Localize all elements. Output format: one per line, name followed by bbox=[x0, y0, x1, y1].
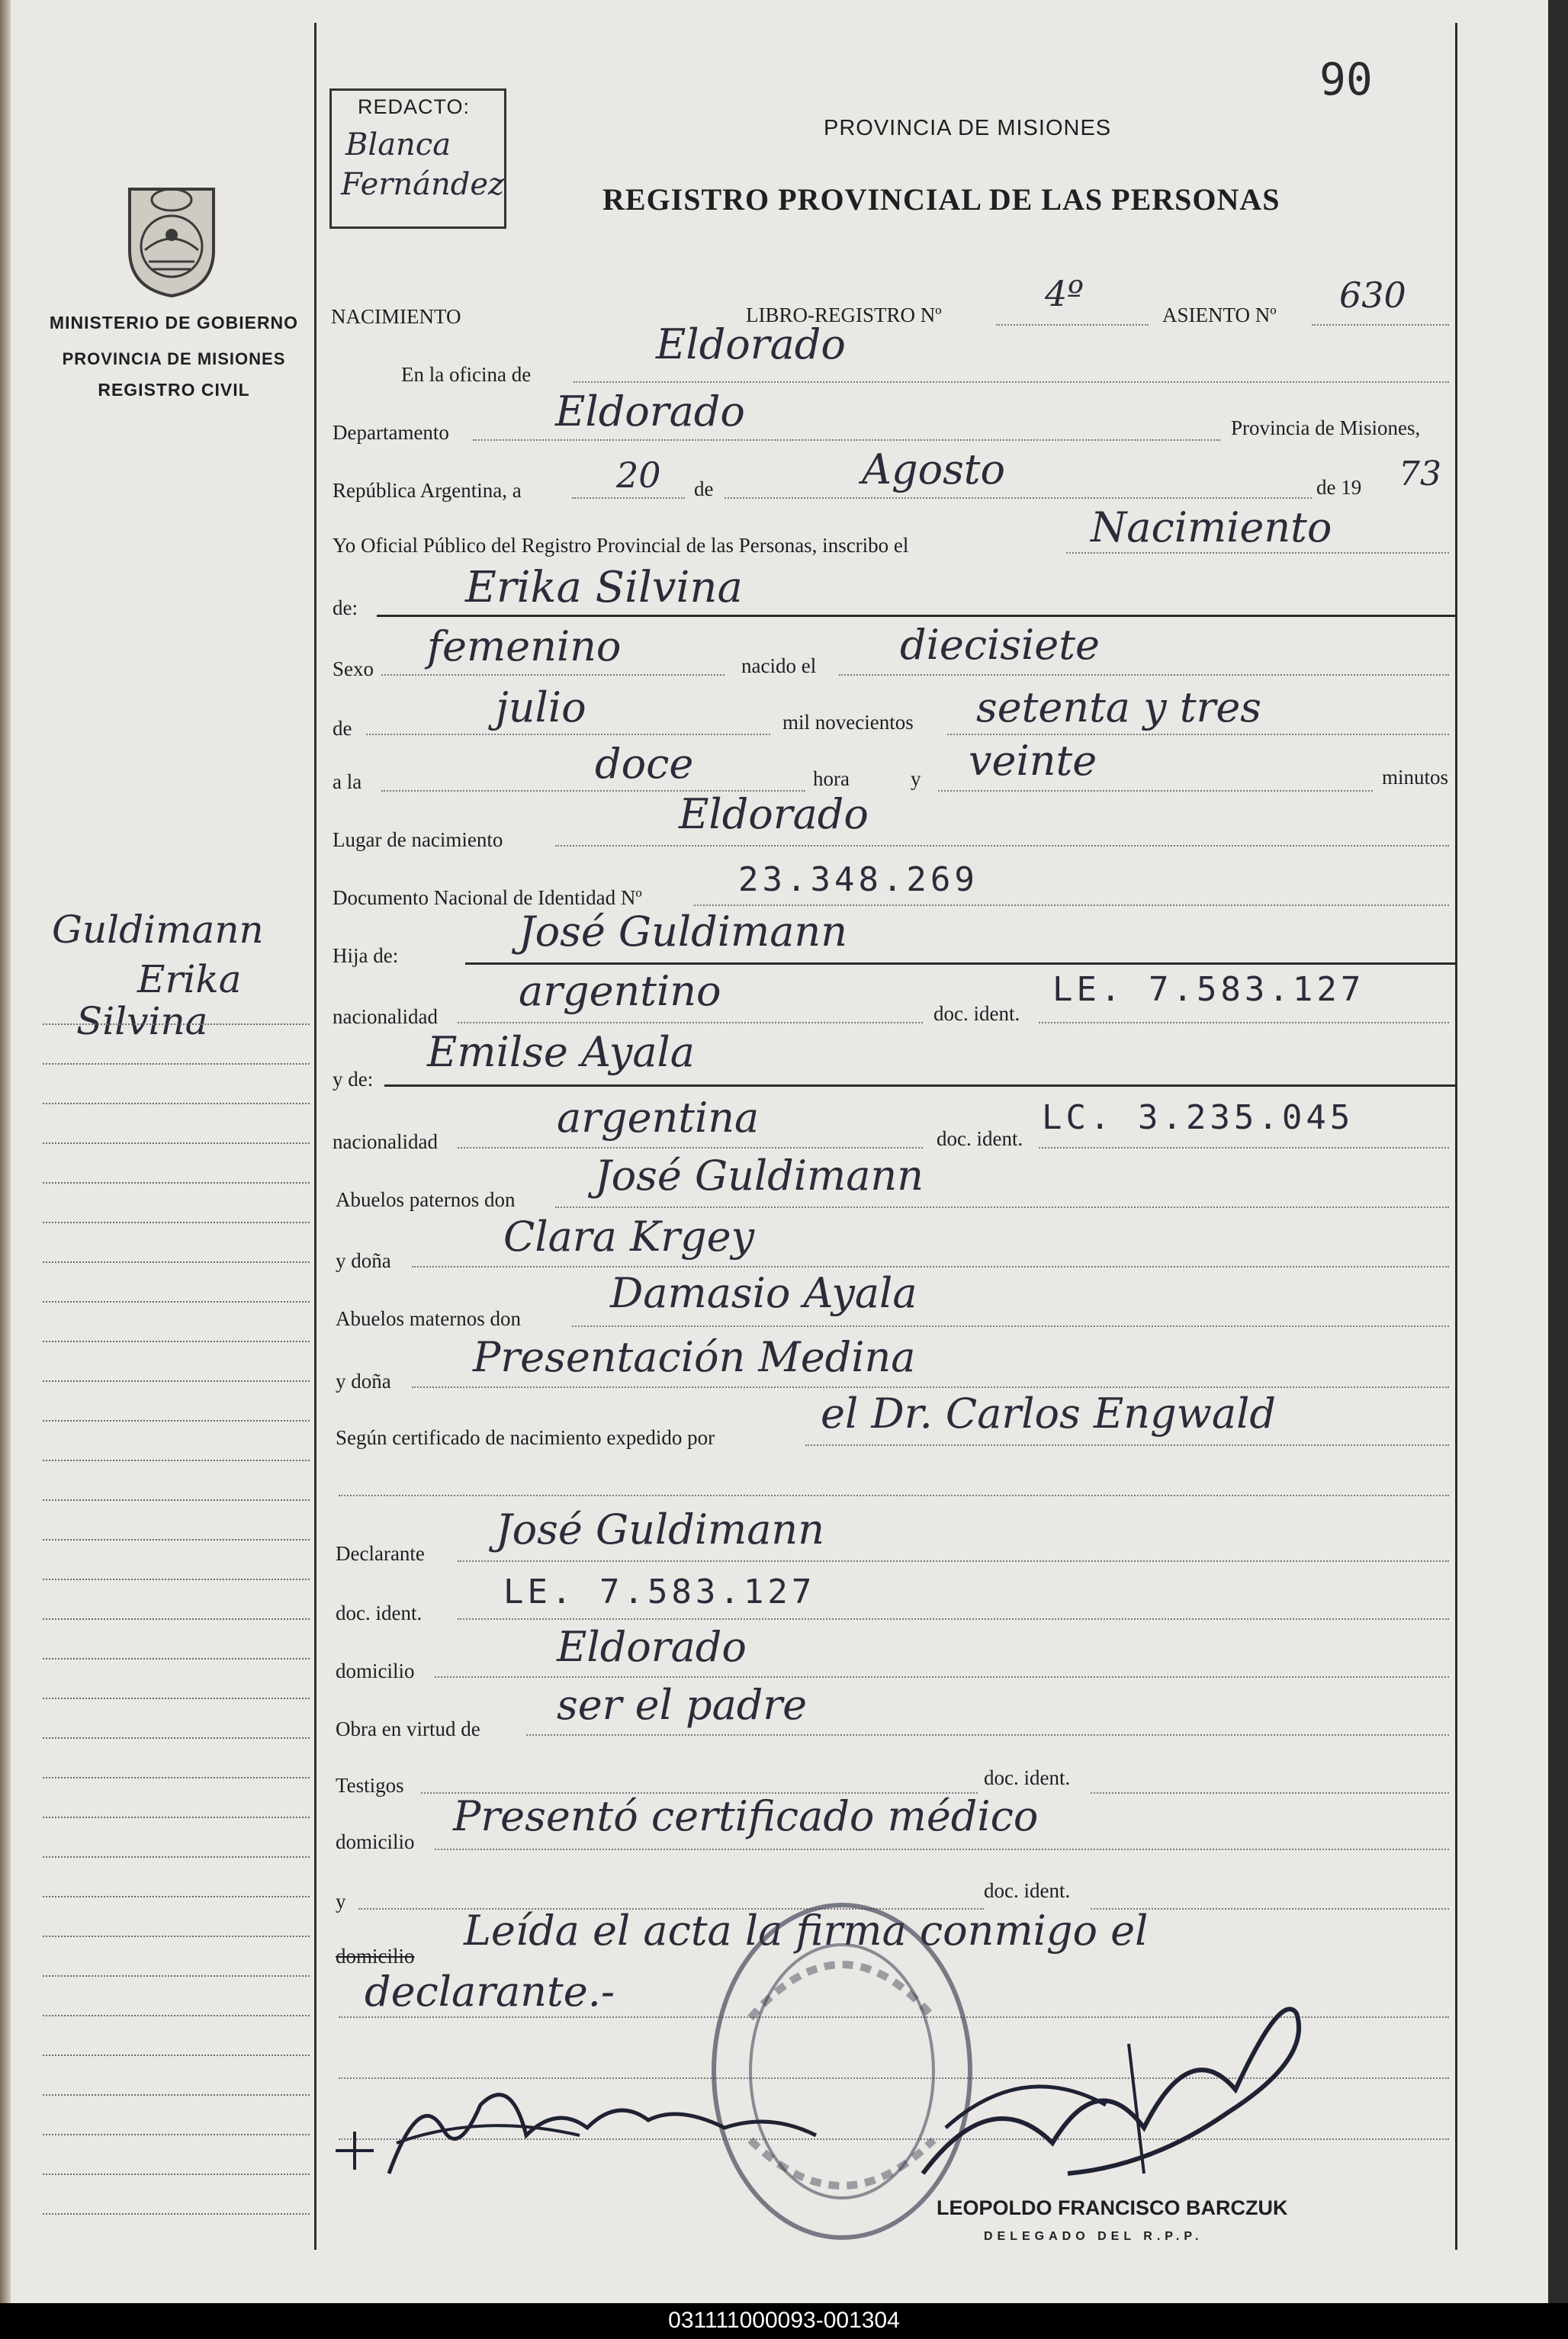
margin-rule bbox=[43, 1936, 310, 1937]
testigos-domicilio-dotted-line bbox=[435, 1849, 1449, 1850]
birth-year-dotted-line bbox=[947, 734, 1449, 735]
child-name-value: Erika Silvina bbox=[465, 563, 743, 612]
birth-month-dotted-line bbox=[366, 734, 770, 735]
margin-rule bbox=[43, 2213, 310, 2215]
margin-rule bbox=[43, 1063, 310, 1065]
nacido-label: nacido el bbox=[741, 654, 817, 677]
margin-rule bbox=[43, 2015, 310, 2016]
margin-note-middlename: Silvina bbox=[76, 999, 208, 1043]
margin-rule bbox=[43, 1023, 310, 1025]
republica-label: República Argentina, a bbox=[333, 479, 522, 502]
paternal-grandmother-value: Clara Krgey bbox=[503, 1213, 755, 1261]
header-province: PROVINCIA DE MISIONES bbox=[824, 116, 1112, 140]
paternal-grandfather-label: Abuelos paternos don bbox=[336, 1188, 516, 1211]
father-nationality-value: argentino bbox=[519, 967, 721, 1015]
testigos-domicilio-label: domicilio bbox=[336, 1830, 415, 1853]
margin-rule bbox=[43, 1222, 310, 1223]
header-registry-title: REGISTRO PROVINCIAL DE LAS PERSONAS bbox=[602, 182, 1280, 217]
nacido-dotted-line bbox=[839, 674, 1449, 676]
testigos-domicilio-value: Presentó certificado médico bbox=[453, 1792, 1039, 1840]
testigos-doc-dotted-line bbox=[1091, 1792, 1449, 1794]
father-doc-dotted-line bbox=[1039, 1022, 1449, 1023]
dni-dotted-line bbox=[694, 904, 1449, 906]
month-value: Agosto bbox=[862, 445, 1005, 493]
dni-value: 23.348.269 bbox=[738, 860, 978, 899]
civil-registry-heading: REGISTRO CIVIL bbox=[98, 380, 250, 400]
left-province-heading: PROVINCIA DE MISIONES bbox=[62, 349, 286, 368]
y-connector-label: y bbox=[911, 767, 921, 790]
nacido-value: diecisiete bbox=[900, 621, 1100, 669]
oficina-value: Eldorado bbox=[656, 320, 846, 368]
testigos-label: Testigos bbox=[336, 1774, 404, 1797]
y-second-label: y bbox=[336, 1890, 346, 1913]
day-dotted-line bbox=[572, 497, 685, 499]
declarante-doc-value: LE. 7.583.127 bbox=[503, 1573, 816, 1611]
margin-rule bbox=[43, 1301, 310, 1303]
provincia-label: Provincia de Misiones, bbox=[1231, 416, 1421, 439]
mother-nationality-dotted-line bbox=[458, 1147, 923, 1149]
y-second-doc-label: doc. ident. bbox=[984, 1879, 1071, 1902]
maternal-grandmother-label: y doña bbox=[336, 1370, 391, 1393]
mother-doc-label: doc. ident. bbox=[937, 1127, 1023, 1150]
left-margin-rule bbox=[314, 23, 316, 2250]
margin-rule bbox=[43, 1103, 310, 1104]
father-nationality-dotted-line bbox=[458, 1022, 923, 1023]
redacto-box bbox=[329, 88, 506, 229]
declarante-domicilio-label: domicilio bbox=[336, 1659, 415, 1682]
margin-rule bbox=[43, 1261, 310, 1263]
closing-line1: Leída el acta la firma conmigo el bbox=[464, 1907, 1149, 1955]
asiento-label: ASIENTO Nº bbox=[1162, 304, 1277, 326]
asiento-value: 630 bbox=[1339, 275, 1406, 316]
dni-label: Documento Nacional de Identidad Nº bbox=[333, 886, 642, 909]
father-solid-line bbox=[465, 962, 1455, 965]
footer-bar bbox=[0, 2303, 1568, 2339]
inscribo-dotted-line bbox=[1066, 552, 1449, 554]
departamento-value: Eldorado bbox=[555, 387, 745, 435]
declarante-domicilio-value: Eldorado bbox=[557, 1623, 747, 1671]
declarante-doc-label: doc. ident. bbox=[336, 1602, 423, 1624]
birth-year-value: setenta y tres bbox=[976, 683, 1262, 731]
margin-rule bbox=[43, 1460, 310, 1461]
margin-rule bbox=[43, 2134, 310, 2135]
certificate-issuer-value: el Dr. Carlos Engwald bbox=[821, 1390, 1276, 1438]
paternal-grandfather-dotted-line bbox=[555, 1206, 1449, 1208]
minutos-label: minutos bbox=[1382, 766, 1449, 789]
maternal-grandfather-label: Abuelos maternos don bbox=[336, 1307, 521, 1330]
mother-doc-value: LC. 3.235.045 bbox=[1042, 1098, 1354, 1137]
redacto-name-line2: Fernández bbox=[341, 167, 505, 202]
day-value: 20 bbox=[616, 455, 661, 496]
hora-label: hora bbox=[813, 767, 850, 790]
birth-month-value: julio bbox=[496, 683, 586, 731]
margin-rule bbox=[43, 1618, 310, 1620]
a-la-label: a la bbox=[333, 770, 362, 793]
libro-registro-label: LIBRO-REGISTRO Nº bbox=[746, 304, 942, 326]
margin-rule bbox=[43, 1658, 310, 1659]
margin-rule bbox=[43, 1182, 310, 1184]
margin-rule bbox=[43, 2094, 310, 2096]
de-label: de bbox=[694, 477, 714, 500]
month-dotted-line bbox=[725, 497, 1312, 499]
asiento-dotted-line bbox=[1312, 324, 1449, 326]
paternal-grandfather-value: José Guldimann bbox=[595, 1152, 924, 1200]
father-doc-value: LE. 7.583.127 bbox=[1052, 970, 1365, 1009]
minutos-dotted-line bbox=[938, 790, 1373, 792]
margin-rule bbox=[43, 1698, 310, 1699]
declarante-value: José Guldimann bbox=[496, 1505, 824, 1553]
margin-rule bbox=[43, 1817, 310, 1818]
obra-label: Obra en virtud de bbox=[336, 1717, 480, 1740]
margin-note-surname: Guldimann bbox=[52, 908, 264, 952]
year-prefix-label: de 19 bbox=[1316, 476, 1362, 499]
year-value: 73 bbox=[1399, 455, 1441, 493]
sexo-label: Sexo bbox=[333, 657, 374, 680]
footer-document-code: 031111000093-001304 bbox=[668, 2308, 900, 2333]
mother-doc-dotted-line bbox=[1039, 1147, 1449, 1149]
hora-value: doce bbox=[595, 740, 694, 788]
birth-month-de-label: de bbox=[333, 717, 352, 740]
margin-rule bbox=[43, 1380, 310, 1382]
lugar-label: Lugar de nacimiento bbox=[333, 828, 503, 851]
libro-registro-value: 4º bbox=[1045, 273, 1084, 314]
page-binding bbox=[0, 0, 11, 2303]
mil-novecientos-label: mil novecientos bbox=[782, 711, 914, 734]
sexo-dotted-line bbox=[381, 674, 725, 676]
margin-rule bbox=[43, 1142, 310, 1144]
obra-value: ser el padre bbox=[557, 1681, 808, 1729]
margin-rule bbox=[43, 1777, 310, 1778]
margin-rule bbox=[43, 1737, 310, 1739]
maternal-grandmother-dotted-line bbox=[412, 1386, 1449, 1388]
father-doc-label: doc. ident. bbox=[933, 1002, 1020, 1025]
margin-rule bbox=[43, 1856, 310, 1858]
testigos-doc-label: doc. ident. bbox=[984, 1766, 1071, 1789]
margin-rule bbox=[43, 1499, 310, 1501]
inscribo-label: Yo Oficial Público del Registro Provincial de las Personas, inscribo el bbox=[333, 534, 909, 557]
margin-rule bbox=[43, 2174, 310, 2175]
declarante-dotted-line bbox=[458, 1560, 1449, 1562]
minutos-value: veinte bbox=[969, 737, 1097, 785]
hija-de-label: Hija de: bbox=[333, 944, 399, 967]
redacto-name-line1: Blanca bbox=[345, 127, 451, 162]
margin-rule bbox=[43, 1341, 310, 1342]
closing-line2: declarante.- bbox=[365, 1968, 615, 2016]
departamento-label: Departamento bbox=[333, 421, 449, 444]
obra-dotted-line bbox=[526, 1734, 1449, 1736]
maternal-grandmother-value: Presentación Medina bbox=[473, 1333, 916, 1381]
oficina-label: En la oficina de bbox=[401, 363, 532, 386]
departamento-dotted-line bbox=[473, 439, 1220, 441]
official-title: DELEGADO DEL R.P.P. bbox=[984, 2230, 1203, 2243]
mother-solid-line bbox=[384, 1084, 1455, 1087]
sexo-value: femenino bbox=[427, 622, 622, 670]
margin-rule bbox=[43, 1896, 310, 1897]
margin-rule bbox=[43, 1579, 310, 1580]
mother-name-value: Emilse Ayala bbox=[427, 1028, 695, 1076]
inscribo-value: Nacimiento bbox=[1091, 503, 1332, 551]
blank-dotted-line bbox=[339, 1495, 1449, 1496]
certificate-issuer-label: Según certificado de nacimiento expedido por bbox=[336, 1426, 715, 1449]
declarante-domicilio-dotted-line bbox=[435, 1676, 1449, 1678]
father-name-value: José Guldimann bbox=[519, 908, 847, 956]
maternal-grandfather-value: Damasio Ayala bbox=[610, 1269, 917, 1317]
official-signature bbox=[900, 1975, 1327, 2204]
oficina-dotted-line bbox=[574, 381, 1449, 383]
paternal-grandmother-dotted-line bbox=[412, 1266, 1449, 1267]
domicilio-struck-label: domicilio bbox=[336, 1945, 415, 1968]
act-type-label: NACIMIENTO bbox=[331, 305, 461, 328]
declarante-label: Declarante bbox=[336, 1542, 425, 1565]
declarant-signature bbox=[328, 2059, 862, 2196]
margin-rule bbox=[43, 1975, 310, 1977]
lugar-dotted-line bbox=[555, 845, 1449, 847]
ministry-heading: MINISTERIO DE GOBIERNO bbox=[49, 313, 299, 333]
name-de-label: de: bbox=[333, 596, 358, 619]
margin-note-firstname: Erika bbox=[137, 957, 242, 1001]
y-de-label: y de: bbox=[333, 1068, 374, 1091]
declarante-doc-dotted-line bbox=[458, 1618, 1449, 1620]
name-solid-line bbox=[377, 615, 1455, 617]
margin-rule bbox=[43, 2055, 310, 2056]
mother-nationality-value: argentina bbox=[557, 1094, 760, 1142]
coat-of-arms-seal bbox=[114, 174, 229, 300]
certificate-issuer-dotted-line bbox=[805, 1444, 1449, 1446]
mother-nationality-label: nacionalidad bbox=[333, 1130, 438, 1153]
margin-rule bbox=[43, 1420, 310, 1422]
redacto-label: REDACTO: bbox=[358, 95, 471, 118]
official-name: LEOPOLDO FRANCISCO BARCZUK bbox=[937, 2196, 1288, 2219]
paternal-grandmother-label: y doña bbox=[336, 1249, 391, 1272]
page-number: 90 bbox=[1319, 53, 1373, 105]
father-nationality-label: nacionalidad bbox=[333, 1005, 438, 1028]
margin-rule bbox=[43, 1539, 310, 1541]
lugar-value: Eldorado bbox=[679, 790, 869, 838]
right-margin-rule bbox=[1455, 23, 1457, 2250]
libro-dotted-line bbox=[996, 324, 1149, 326]
maternal-grandfather-dotted-line bbox=[572, 1325, 1449, 1327]
